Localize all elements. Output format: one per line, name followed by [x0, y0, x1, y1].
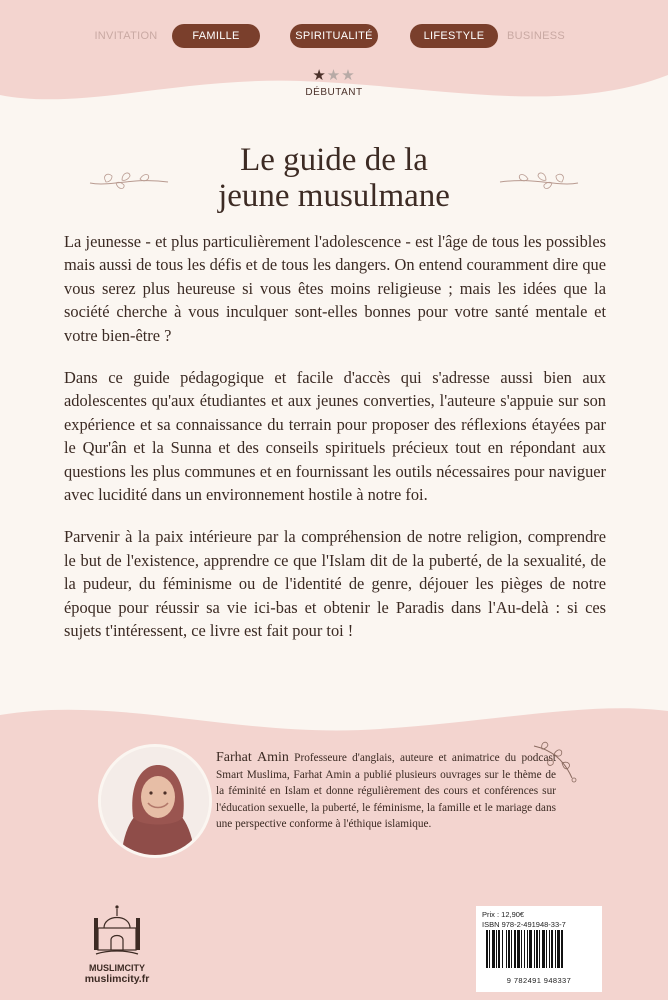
barcode-icon [482, 930, 596, 970]
book-title [150, 142, 518, 214]
book-description [64, 230, 606, 662]
category-famille[interactable]: FAMILLE [172, 24, 260, 48]
rating-stars [0, 66, 668, 85]
barcode-digits: 9 782491 948337 [506, 976, 572, 985]
author-bio-block [216, 750, 556, 833]
price-label: Prix : 12,90€ [482, 910, 525, 919]
difficulty-level [0, 66, 668, 98]
publisher-logo[interactable] [82, 900, 152, 992]
author-photo [98, 744, 212, 858]
category-nav [0, 24, 668, 50]
publisher-name: MUSLIMCITY [89, 963, 145, 973]
mosque-logo-icon [94, 900, 140, 958]
isbn-label: ISBN 978-2-491948-33-7 [482, 920, 566, 929]
floral-flourish-icon [528, 738, 582, 786]
star-icon: ★ [326, 68, 342, 84]
author-bio: Professeure d'anglais, auteure et animatrice du podcast Smart Muslima, Farhat Amin a publié plusieurs ouvrages sur le thème de la féminité en Islam et donne régulièrement des cours et conférences sur l'éducation sexuelle, la puberté, le féminisme, la famille et le mariage dans une perspective conforme à l'éthique islamique. [216, 752, 556, 830]
description-paragraph-2: Dans ce guide pédagogique et facile d'accès qui s'adresse aussi bien aux adolescentes qu'aux étudiantes et aux jeunes converties, l'auteure s'appuie sur son expérience et sa connaissance du terrain pour proposer des réflexions étayées par le Qur'ân et la Sunna et des conseils spirituels précieux tout en répondant aux questions les plus communes et en fournissant les outils nécessaires pour naviguer avec lucidité dans un environnement hostile à notre foi. [64, 368, 606, 505]
level-label: DÉBUTANT [305, 87, 363, 98]
publisher-url[interactable]: muslimcity.fr [84, 973, 150, 985]
category-spiritualite[interactable]: SPIRITUALITÉ [290, 24, 378, 48]
description-paragraph-3: Parvenir à la paix intérieure par la compréhension de notre religion, comprendre le but de l'existence, apprendre ce que l'Islam dit de la puberté, de la sexualité, de la pudeur, du féminisme ou de l'identité de genre, déjouer les pièges de notre époque pour réussir sa vie ici-bas et obtenir le Paradis dans l'Au-delà : si ces sujets t'intéressent, ce livre est fait pour toi ! [64, 527, 606, 641]
star-icon: ★ [312, 68, 327, 84]
barcode-panel [476, 906, 602, 992]
description-paragraph-1: La jeunesse - et plus particulièrement l'adolescence - est l'âge de tous les possibles mais aussi de tous les défis et de tous les dangers. On entend couramment dire que vous serez plus heureuse si vous êtes moins religieuse ; mais les idées que la société cherche à vous inculquer sont-elles bonnes pour votre santé mentale et votre bien-être ? [64, 232, 606, 345]
category-lifestyle[interactable]: LIFESTYLE [410, 24, 498, 48]
category-business[interactable]: BUSINESS [506, 30, 566, 42]
book-title-line-2: jeune musulmane [218, 178, 450, 214]
category-invitation[interactable]: INVITATION [94, 30, 158, 42]
book-title-line-1: Le guide de la [240, 142, 428, 178]
star-icon: ★ [341, 68, 356, 84]
author-name: Farhat Amin [216, 750, 289, 765]
